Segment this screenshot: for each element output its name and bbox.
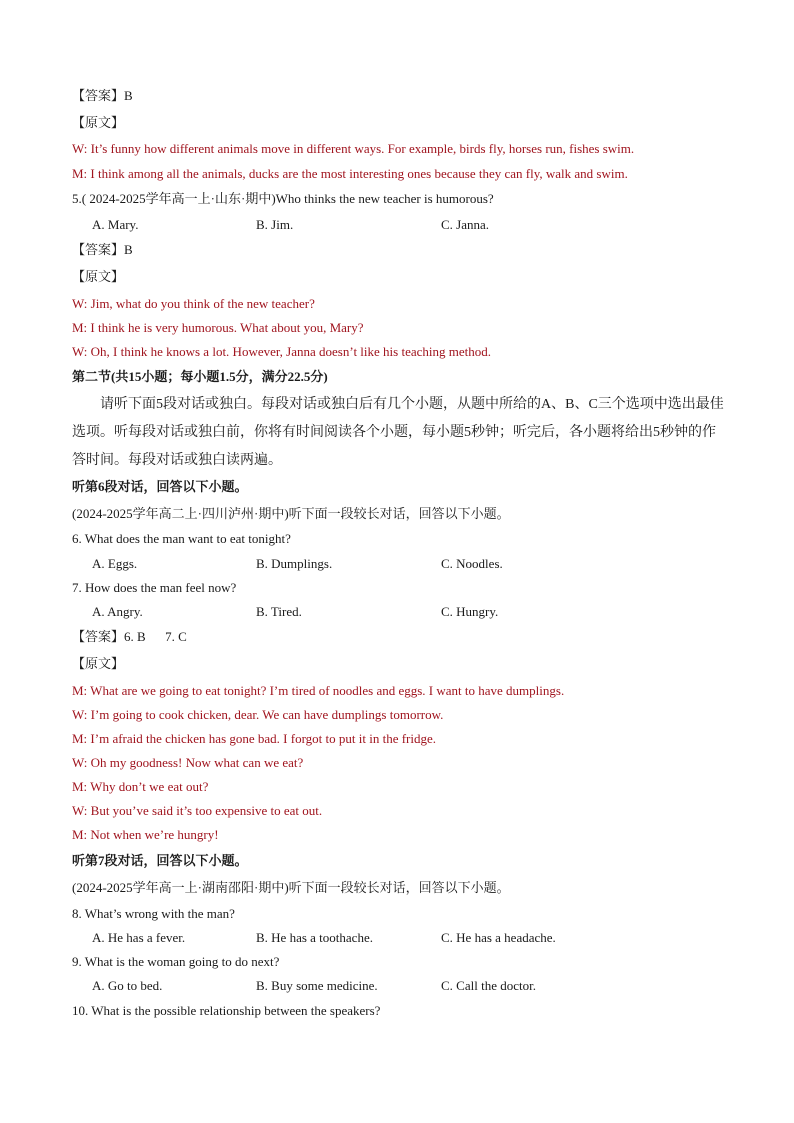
source-label: 【原文】	[72, 269, 125, 284]
option-c: C. Noodles.	[441, 556, 503, 571]
option-b: B. Buy some medicine.	[256, 978, 378, 993]
transcript-line: W: I’m going to cook chicken, dear. We can have dumplings tomorrow.	[72, 707, 444, 722]
transcript-line: W: It’s funny how different animals move in different ways. For example, birds fly, horses run, fishes swim.	[72, 141, 635, 156]
answer-label: 【答案】6. B 7. C	[72, 629, 187, 644]
transcript-line: M: I’m afraid the chicken has gone bad. I forgot to put it in the fridge.	[72, 731, 437, 746]
dialog-source: (2024-2025学年高一上·湖南邵阳·期中)听下面一段较长对话，回答以下小题。	[72, 880, 510, 895]
option-a: A. He has a fever.	[92, 930, 186, 945]
option-c: C. Call the doctor.	[441, 978, 536, 993]
option-a: A. Mary.	[92, 217, 139, 232]
transcript-line: W: Jim, what do you think of the new teacher?	[72, 296, 315, 311]
transcript-line: M: I think among all the animals, ducks are the most interesting ones because they can fly, walk and swim.	[72, 166, 628, 181]
section-instructions: 请听下面5段对话或独白。每段对话或独白后有几个小题，从题中所给的A、B、C三个选项中选出最佳选项。听每段对话或独白前，你将有时间阅读各个小题，每小题5秒钟；听完后，各小题将给出5秒钟的作答时间。每段对话或独白读两遍。	[72, 397, 724, 468]
answer-label: 【答案】B	[72, 88, 133, 103]
option-b: B. Jim.	[256, 217, 294, 232]
dialog-heading: 听第7段对话，回答以下小题。	[72, 853, 248, 868]
option-b: B. Dumplings.	[256, 556, 333, 571]
option-a: A. Angry.	[92, 604, 143, 619]
transcript-line: M: What are we going to eat tonight? I’m tired of noodles and eggs. I want to have dumplings.	[72, 683, 565, 698]
question-10: 10. What is the possible relationship between the speakers?	[72, 1003, 381, 1018]
option-a: A. Go to bed.	[92, 978, 163, 993]
option-a: A. Eggs.	[92, 556, 138, 571]
source-label: 【原文】	[72, 115, 125, 130]
option-c: C. Janna.	[441, 217, 490, 232]
transcript-line: M: Not when we’re hungry!	[72, 827, 219, 842]
option-b: B. Tired.	[256, 604, 302, 619]
dialog-heading: 听第6段对话，回答以下小题。	[72, 479, 248, 494]
question-5: 5.( 2024-2025学年高一上·山东·期中)Who thinks the new teacher is humorous?	[72, 191, 494, 206]
transcript-line: W: Oh my goodness! Now what can we eat?	[72, 755, 304, 770]
transcript-line: M: Why don’t we eat out?	[72, 779, 209, 794]
transcript-line: M: I think he is very humorous. What about you, Mary?	[72, 320, 364, 335]
option-b: B. He has a toothache.	[256, 930, 373, 945]
question-8: 8. What’s wrong with the man?	[72, 906, 235, 921]
section-heading: 第二节(共15小题；每小题1.5分，满分22.5分)	[72, 369, 328, 384]
source-label: 【原文】	[72, 656, 125, 671]
question-7: 7. How does the man feel now?	[72, 580, 237, 595]
question-9: 9. What is the woman going to do next?	[72, 954, 280, 969]
answer-label: 【答案】B	[72, 242, 133, 257]
transcript-line: W: But you’ve said it’s too expensive to eat out.	[72, 803, 323, 818]
dialog-source: (2024-2025学年高二上·四川泸州·期中)听下面一段较长对话，回答以下小题。	[72, 506, 510, 521]
transcript-line: W: Oh, I think he knows a lot. However, Janna doesn’t like his teaching method.	[72, 344, 492, 359]
option-c: C. Hungry.	[441, 604, 499, 619]
question-6: 6. What does the man want to eat tonight?	[72, 531, 291, 546]
option-c: C. He has a headache.	[441, 930, 556, 945]
